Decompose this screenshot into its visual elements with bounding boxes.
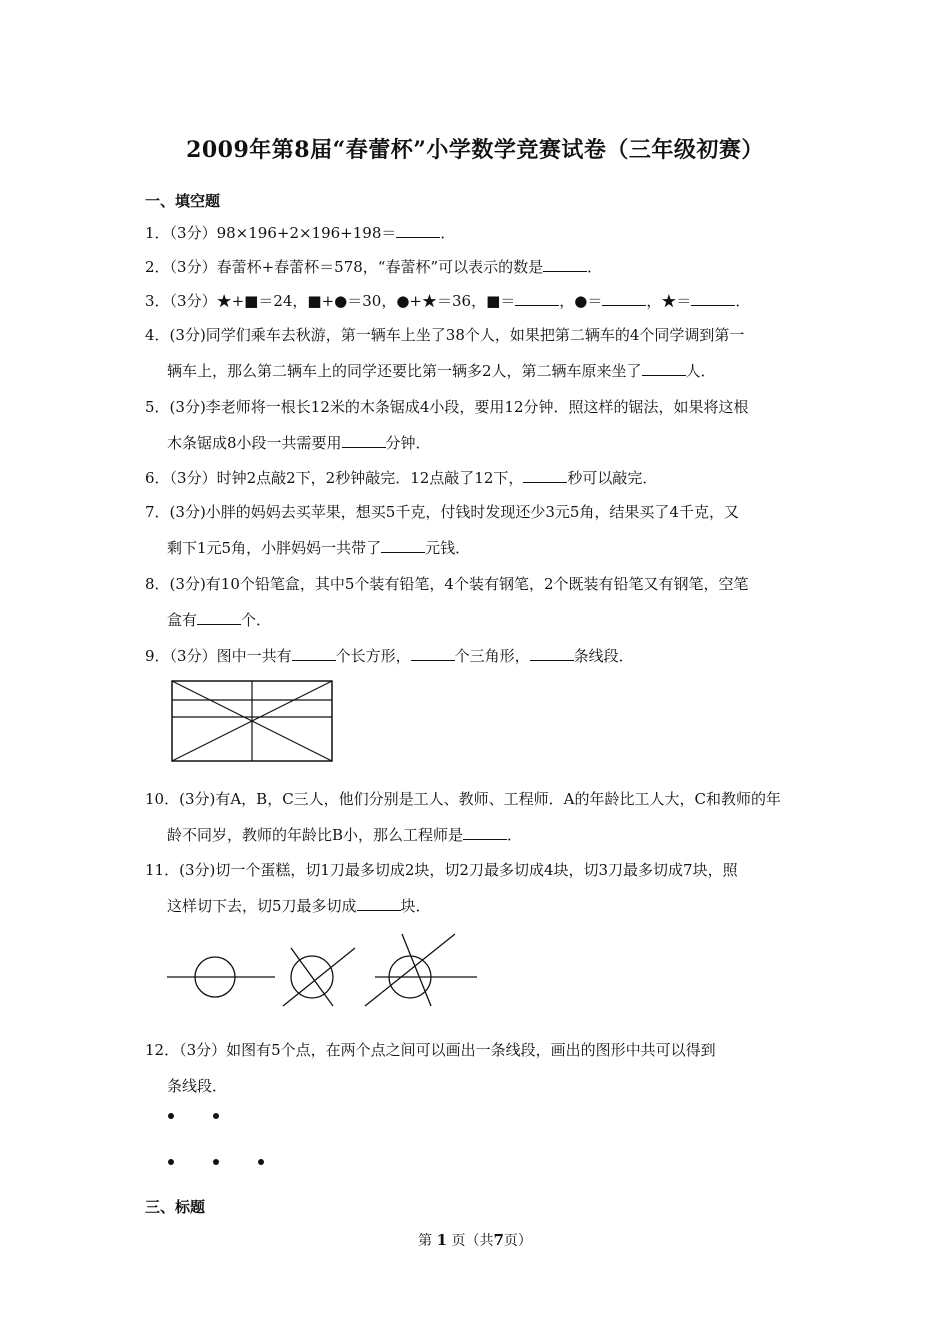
dot-point [213,1159,219,1165]
question-text: 5．(3分)李老师将一根长12米的木条锯成4小段，要用12分钟．照这样的锯法，如果将这根 [145,398,749,416]
question-text: ． [440,224,456,242]
question-text: 秒可以敲完． [567,469,658,487]
dot-point [168,1159,174,1165]
answer-blank[interactable] [642,361,686,376]
answer-blank[interactable] [530,646,574,661]
footer-text: 第 [418,1233,433,1249]
answer-blank[interactable] [602,291,646,306]
question-11 [145,852,810,924]
dot-point [213,1113,219,1119]
question-text: 辆车上，那么第二辆车上的同学还要比第一辆多2人，第二辆车原来坐了 [167,362,642,380]
section-heading-fill-in: 一、填空题 [145,192,221,210]
question-text: 4．(3分)同学们乘车去秋游，第一辆车上坐了38个人，如果把第二辆车的4个同学调到第一 [145,326,745,344]
question-text: 7．(3分)小胖的妈妈去买苹果，想买5千克，付钱时发现还少3元5角，结果买了4千克，又 [145,503,739,521]
question-text: ，★＝ [646,292,692,310]
question-9 [145,638,810,674]
section-heading-title: 三、标题 [145,1198,206,1216]
answer-blank[interactable] [292,646,336,661]
question-text: 8．(3分)有10个铅笔盒，其中5个装有铅笔，4个装有钢笔，2个既装有铅笔又有钢笔，空笔 [145,575,749,593]
question-text: 6．（3分）时钟2点敲2下，2秒钟敲完．12点敲了12下， [145,469,524,487]
rectangle-figure [170,679,335,763]
answer-blank[interactable] [515,291,559,306]
question-7 [145,494,810,566]
question-text: 10．(3分)有A，B，C三人，他们分别是工人、教师、工程师．A的年龄比工人大，C和教师的年 [145,790,781,808]
answer-blank[interactable] [411,646,455,661]
answer-blank[interactable] [691,291,735,306]
question-text: 条线段． [167,1077,228,1095]
question-text: 元钱． [425,539,471,557]
question-2 [145,249,810,285]
question-text: ，●＝ [559,292,603,310]
question-text: 11．(3分)切一个蛋糕，切1刀最多切成2块，切2刀最多切成4块，切3刀最多切成7块，照 [145,861,738,879]
question-text: 1．（3分）98×196+2×196+198＝ [145,224,397,242]
question-text: 个． [241,611,272,629]
answer-blank[interactable] [197,610,241,625]
answer-blank[interactable] [381,538,425,553]
question-text: 龄不同岁，教师的年龄比B小，那么工程师是 [167,826,464,844]
question-text: ． [735,292,751,310]
question-text: 分钟． [385,434,431,452]
question-text: 块． [400,897,431,915]
question-10 [145,781,810,853]
question-text: ． [507,826,523,844]
question-12 [145,1032,810,1104]
question-text: 这样切下去，切5刀最多切成 [167,897,357,915]
question-text: 木条锯成8小段一共需要用 [167,434,342,452]
page-footer [0,1230,950,1250]
question-text: 剩下1元5角，小胖妈妈一共带了 [167,539,382,557]
question-text: 个三角形， [454,647,530,665]
page-total: 7 [493,1231,504,1249]
question-1 [145,215,810,251]
question-4 [145,317,810,389]
dot-point [258,1159,264,1165]
question-text: 2．（3分）春蕾杯+春蕾杯＝578，“春蕾杯”可以表示的数是 [145,258,544,276]
paper-title: 2009年第8届“春蕾杯”小学数学竞赛试卷（三年级初赛） [186,137,764,163]
question-text: 盒有 [167,611,198,629]
answer-blank[interactable] [543,257,587,272]
page-number: 1 [436,1231,447,1249]
question-text: 9．（3分）图中一共有 [145,647,292,665]
answer-blank[interactable] [463,825,507,840]
question-text: ． [587,258,603,276]
answer-blank[interactable] [396,223,440,238]
question-text: 条线段． [573,647,634,665]
answer-blank[interactable] [523,468,567,483]
footer-text: 页） [503,1233,532,1249]
question-text: 3．（3分）★+■＝24，■+●＝30，●+★＝36，■＝ [145,292,516,310]
dot-point [168,1113,174,1119]
question-text: 12．（3分）如图有5个点，在两个点之间可以画出一条线段，画出的图形中共可以得到 [145,1041,716,1059]
question-text: 人． [685,362,716,380]
question-text: 个长方形， [335,647,411,665]
cake-cut-figures [165,930,485,1010]
footer-text: 页（共 [451,1233,494,1249]
question-8 [145,566,810,638]
question-5 [145,389,810,461]
question-3 [145,283,810,319]
question-6 [145,460,810,496]
answer-blank[interactable] [357,896,401,911]
answer-blank[interactable] [342,433,386,448]
